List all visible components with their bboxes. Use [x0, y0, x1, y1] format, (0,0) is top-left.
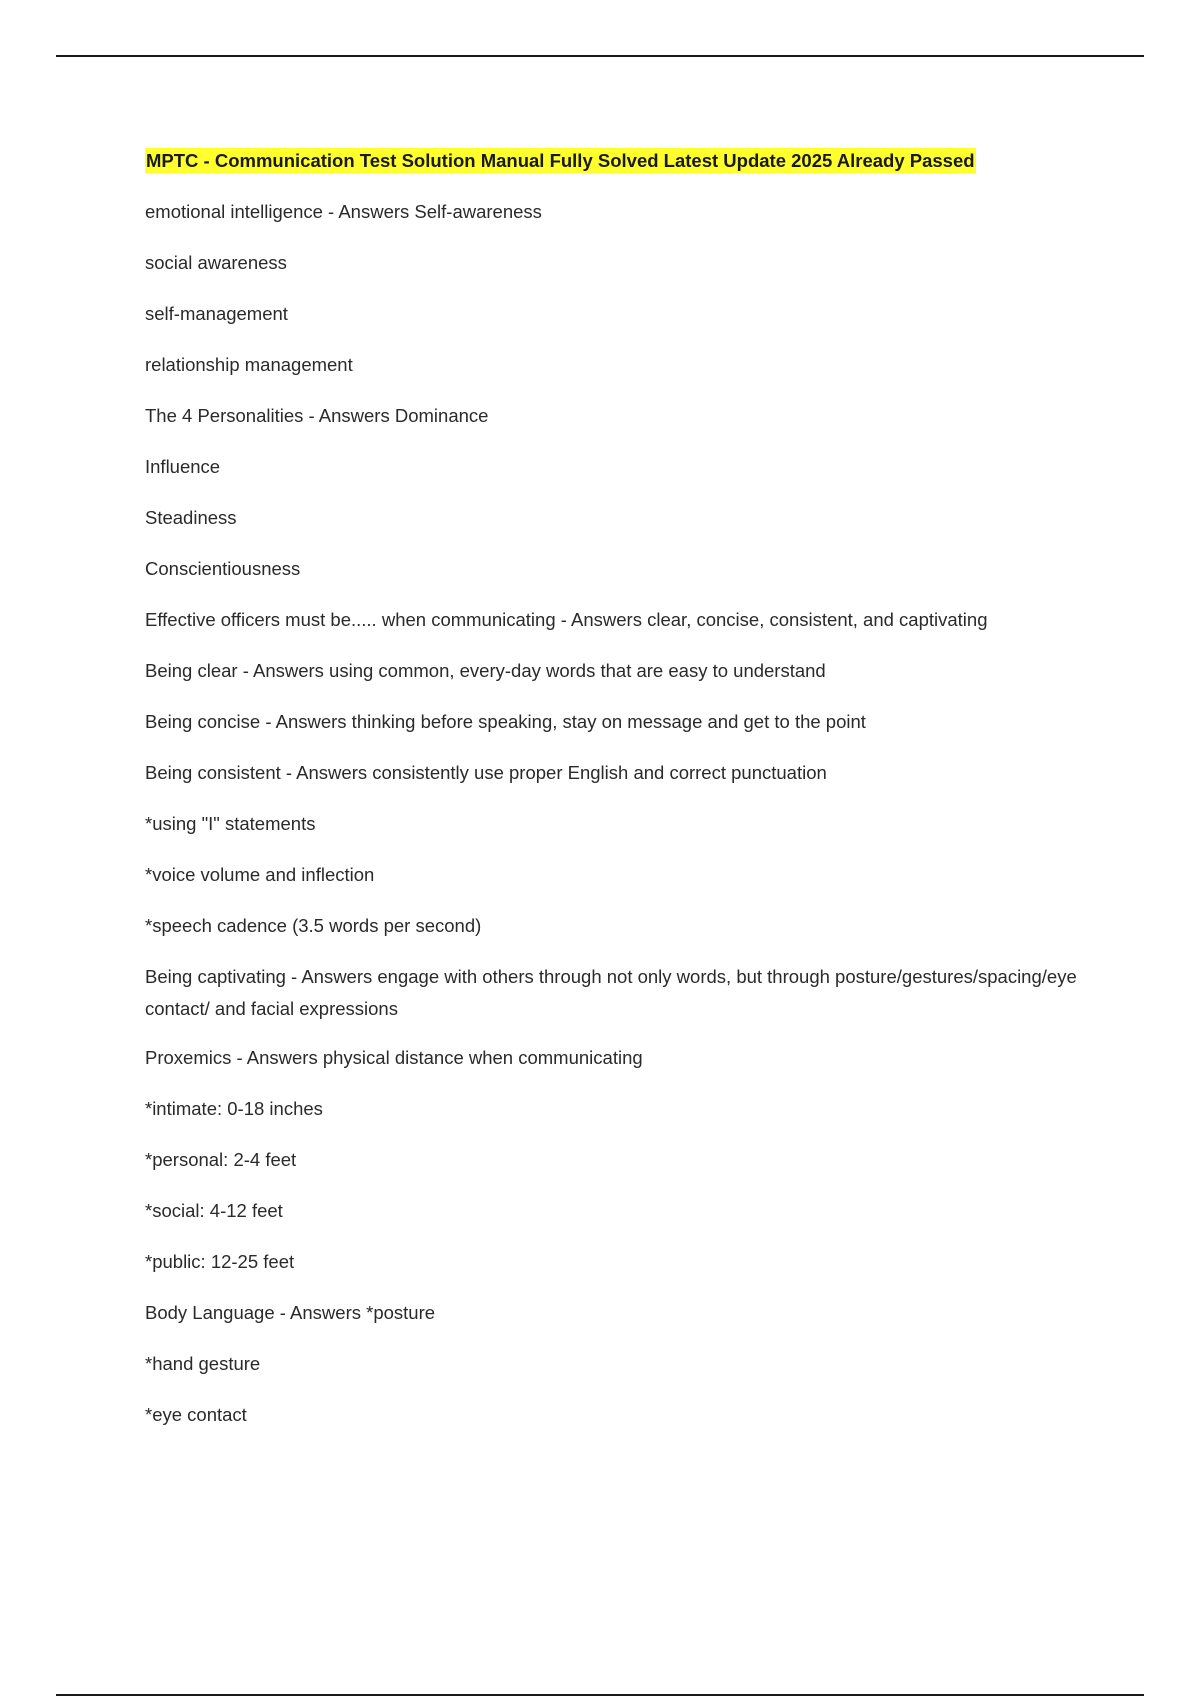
header-rule	[56, 55, 1144, 57]
qa-line: *using "I" statements	[145, 813, 316, 834]
document-body	[145, 145, 1105, 1450]
qa-line: self-management	[145, 303, 288, 324]
qa-line: Steadiness	[145, 507, 237, 528]
qa-line: *intimate: 0-18 inches	[145, 1098, 323, 1119]
qa-line: Being concise - Answers thinking before speaking, stay on message and get to the point	[145, 711, 866, 732]
qa-line: Being consistent - Answers consistently use proper English and correct punctuation	[145, 762, 827, 783]
qa-line: relationship management	[145, 354, 353, 375]
qa-line: The 4 Personalities - Answers Dominance	[145, 405, 489, 426]
qa-line: *public: 12-25 feet	[145, 1251, 295, 1272]
qa-line: *hand gesture	[145, 1353, 261, 1374]
qa-line: *eye contact	[145, 1404, 247, 1425]
qa-line: *voice volume and inflection	[145, 864, 375, 885]
qa-line: Conscientiousness	[145, 558, 301, 579]
qa-line: social awareness	[145, 252, 287, 273]
qa-line: Being clear - Answers using common, every-day words that are easy to understand	[145, 660, 826, 681]
qa-line: *personal: 2-4 feet	[145, 1149, 297, 1170]
qa-line: *speech cadence (3.5 words per second)	[145, 915, 482, 936]
qa-line: *social: 4-12 feet	[145, 1200, 283, 1221]
document-title-line	[145, 145, 1105, 177]
qa-line: Influence	[145, 456, 221, 477]
qa-line: Effective officers must be..... when communicating - Answers clear, concise, consistent, and captivating	[145, 609, 988, 630]
footer-rule	[56, 1694, 1144, 1696]
qa-line: Body Language - Answers *posture	[145, 1302, 436, 1323]
qa-line: Proxemics - Answers physical distance when communicating	[145, 1047, 643, 1068]
document-title: MPTC - Communication Test Solution Manual Fully Solved Latest Update 2025 Already Passed	[146, 150, 975, 171]
qa-line: Being captivating - Answers engage with others through not only words, but through posture/gestures/spacing/eye contact/ and facial expressions	[145, 966, 1077, 1019]
qa-line: emotional intelligence - Answers Self-awareness	[145, 201, 542, 222]
